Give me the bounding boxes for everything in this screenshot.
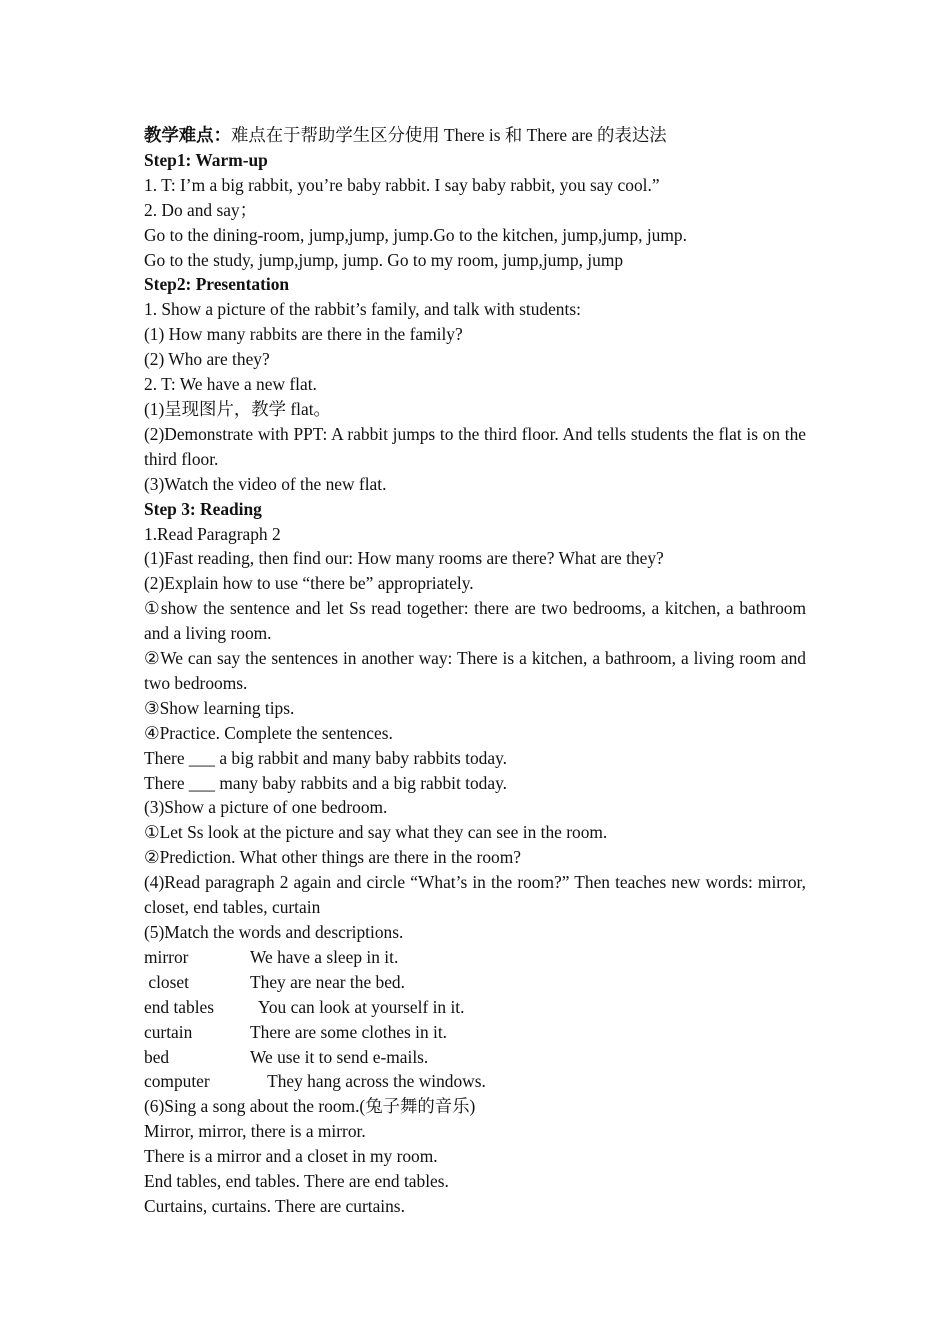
step1-line: 2. Do and say； bbox=[144, 199, 258, 220]
step3-line: (2)Explain how to use “there be” appropriately. bbox=[144, 573, 474, 594]
match-row bbox=[144, 945, 806, 970]
step3-line: (5)Match the words and descriptions. bbox=[144, 922, 404, 942]
step3-line: There ___ a big rabbit and many baby rabbits today. bbox=[144, 747, 508, 768]
step3-line: ③Show learning tips. bbox=[144, 697, 295, 718]
step3-line: There ___ many baby rabbits and a big rabbit today. bbox=[144, 772, 508, 793]
step1-line: Go to the study, jump,jump, jump. Go to my room, jump,jump, jump bbox=[144, 249, 624, 270]
match-description: There are some clothes in it. bbox=[250, 1021, 448, 1042]
step3-line: (3)Show a picture of one bedroom. bbox=[144, 797, 388, 818]
step3-line: ④Practice. Complete the sentences. bbox=[144, 722, 393, 743]
match-word: end tables bbox=[144, 996, 215, 1017]
match-row bbox=[144, 970, 806, 995]
step2-line: (1)呈现图片，教学 flat。 bbox=[144, 398, 331, 419]
match-row bbox=[144, 1069, 806, 1094]
step2-heading: Step2: Presentation bbox=[144, 274, 290, 295]
step3-line: (1)Fast reading, then find our: How many rooms are there? What are they? bbox=[144, 548, 664, 569]
step3-line: 1.Read Paragraph 2 bbox=[144, 523, 281, 544]
song-line: Curtains, curtains. There are curtains. bbox=[144, 1195, 405, 1216]
step3-line: ②Prediction. What other things are there in the room? bbox=[144, 847, 521, 868]
difficulty-text: 难点在于帮助学生区分使用 There is 和 There are 的表达法 bbox=[230, 125, 667, 145]
difficulty-label: 教学难点： bbox=[144, 125, 231, 145]
match-row bbox=[144, 1020, 806, 1045]
step3-line: (4)Read paragraph 2 again and circle “What’s in the room?” Then teaches new words: mirror, closet, end tables, curtain bbox=[144, 872, 811, 918]
step2-line: (2)Demonstrate with PPT: A rabbit jumps to the third floor. And tells students the flat is on the third floor. bbox=[144, 423, 811, 469]
step2-line: (3)Watch the video of the new flat. bbox=[144, 473, 387, 494]
step3-line: (6)Sing a song about the room.(兔子舞的音乐) bbox=[144, 1096, 476, 1117]
match-row bbox=[144, 995, 806, 1020]
document-page bbox=[144, 123, 811, 1219]
song-line: Mirror, mirror, there is a mirror. bbox=[144, 1121, 366, 1142]
song-line: There is a mirror and a closet in my room. bbox=[144, 1146, 438, 1167]
match-description: You can look at yourself in it. bbox=[250, 996, 465, 1017]
match-word: closet bbox=[144, 971, 189, 992]
step3-line: ②We can say the sentences in another way: There is a kitchen, a bathroom, a living room and two bedrooms. bbox=[144, 648, 811, 693]
step3-line: ①show the sentence and let Ss read together: there are two bedrooms, a kitchen, a bathroom and a living room. bbox=[144, 598, 811, 644]
match-description: They hang across the windows. bbox=[250, 1071, 486, 1092]
match-description: We have a sleep in it. bbox=[250, 946, 399, 967]
match-word: computer bbox=[144, 1071, 210, 1092]
step2-line: 2. T: We have a new flat. bbox=[144, 374, 317, 395]
step2-line: 1. Show a picture of the rabbit’s family, and talk with students: bbox=[144, 299, 581, 320]
step1-heading: Step1: Warm-up bbox=[144, 149, 268, 170]
step1-line: Go to the dining-room, jump,jump, jump.Go to the kitchen, jump,jump, jump. bbox=[144, 224, 687, 245]
match-word: mirror bbox=[144, 946, 189, 967]
song-line: End tables, end tables. There are end tables. bbox=[144, 1171, 449, 1192]
step3-heading: Step 3: Reading bbox=[144, 498, 262, 519]
step2-line: (1) How many rabbits are there in the family? bbox=[144, 324, 463, 345]
match-description: We use it to send e-mails. bbox=[250, 1046, 429, 1067]
teaching-difficulty bbox=[144, 123, 806, 148]
step2-line: (2) Who are they? bbox=[144, 349, 270, 370]
step3-line: ①Let Ss look at the picture and say what they can see in the room. bbox=[144, 822, 608, 843]
match-word: bed bbox=[144, 1046, 170, 1067]
step1-line: 1. T: I’m a big rabbit, you’re baby rabbit. I say baby rabbit, you say cool.” bbox=[144, 174, 660, 195]
match-description: They are near the bed. bbox=[250, 971, 405, 992]
match-row bbox=[144, 1045, 806, 1070]
match-word: curtain bbox=[144, 1021, 193, 1042]
